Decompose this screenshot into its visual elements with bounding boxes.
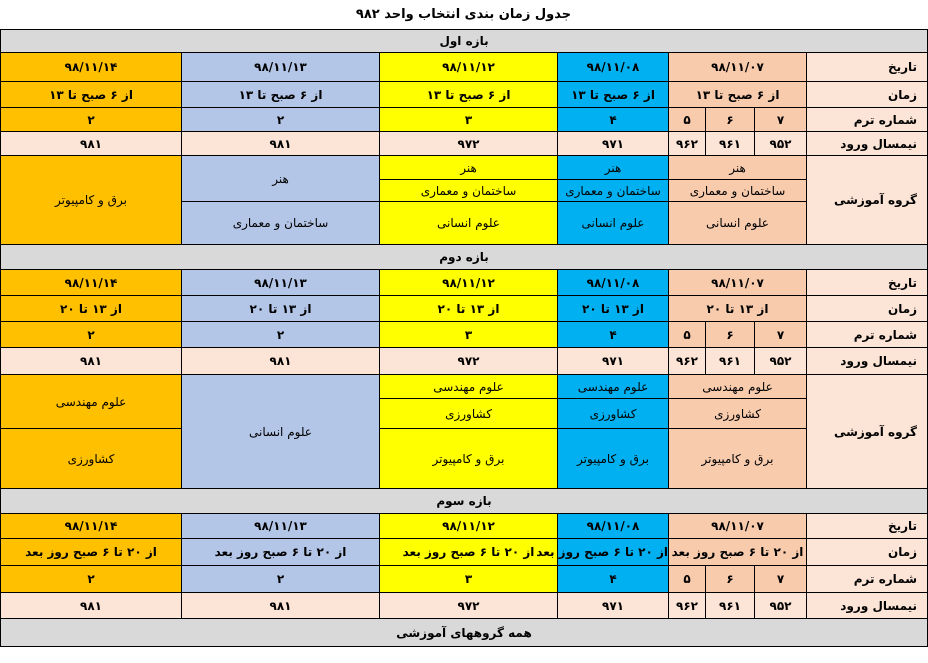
p1-term-7: ۷ (755, 108, 807, 132)
p2-group-col5-b: کشاورزی (1, 429, 182, 489)
p2-group-col4: علوم انسانی (182, 375, 380, 489)
p2-group-col2-a: علوم مهندسی (558, 375, 669, 399)
p2-date-2: ۹۸/۱۱/۰۸ (558, 270, 669, 296)
p2-entry-952: ۹۵۲ (755, 348, 807, 375)
p1-term-col5: ۲ (1, 108, 182, 132)
p3-all-groups: همه گروههای آموزشی (1, 619, 928, 647)
p1-date-5: ۹۸/۱۱/۱۴ (1, 53, 182, 82)
p2-term-col4: ۲ (182, 322, 380, 348)
p1-date-4: ۹۸/۱۱/۱۳ (182, 53, 380, 82)
schedule-table (0, 29, 928, 647)
p3-entry-952: ۹۵۲ (755, 593, 807, 619)
p2-group-label: گروه آموزشی (807, 375, 928, 489)
p2-term-col2: ۴ (558, 322, 669, 348)
p1-term-5: ۵ (669, 108, 706, 132)
p1-term-col3: ۳ (380, 108, 558, 132)
p3-time-1: از ۲۰ تا ۶ صبح روز بعد (669, 539, 807, 566)
p1-date-2: ۹۸/۱۱/۰۸ (558, 53, 669, 82)
p3-time-label: زمان (807, 539, 928, 566)
p1-time-5: از ۶ صبح تا ۱۳ (1, 82, 182, 108)
p2-term-col3: ۳ (380, 322, 558, 348)
p1-group-col4-b: ساختمان و معماری (182, 202, 380, 245)
p3-entry-962: ۹۶۲ (669, 593, 706, 619)
p2-time-1: از ۱۳ تا ۲۰ (669, 296, 807, 322)
p1-date-1: ۹۸/۱۱/۰۷ (669, 53, 807, 82)
p3-entry-label: نیمسال ورود (807, 593, 928, 619)
p1-term-col2: ۴ (558, 108, 669, 132)
p2-time-3: از ۱۳ تا ۲۰ (380, 296, 558, 322)
p2-time-4: از ۱۳ تا ۲۰ (182, 296, 380, 322)
p1-entry-952: ۹۵۲ (755, 132, 807, 156)
p1-time-4: از ۶ صبح تا ۱۳ (182, 82, 380, 108)
p3-entry-col3: ۹۷۲ (380, 593, 558, 619)
p1-entry-col5: ۹۸۱ (1, 132, 182, 156)
p1-group-col3-c: علوم انسانی (380, 202, 558, 245)
p2-group-col3-b: کشاورزی (380, 399, 558, 429)
p1-group-col3-b: ساختمان و معماری (380, 180, 558, 202)
p2-group-col1-a: علوم مهندسی (669, 375, 807, 399)
p2-entry-col2: ۹۷۱ (558, 348, 669, 375)
p2-date-4: ۹۸/۱۱/۱۳ (182, 270, 380, 296)
p3-date-2: ۹۸/۱۱/۰۸ (558, 514, 669, 539)
p2-group-col2-b: کشاورزی (558, 399, 669, 429)
p2-term-label: شماره ترم (807, 322, 928, 348)
p1-term-6: ۶ (706, 108, 755, 132)
p2-group-col1-b: کشاورزی (669, 399, 807, 429)
p3-term-col5: ۲ (1, 566, 182, 593)
p2-time-2: از ۱۳ تا ۲۰ (558, 296, 669, 322)
p1-entry-961: ۹۶۱ (706, 132, 755, 156)
p3-date-5: ۹۸/۱۱/۱۴ (1, 514, 182, 539)
p1-time-1: از ۶ صبح تا ۱۳ (669, 82, 807, 108)
p3-entry-col2: ۹۷۱ (558, 593, 669, 619)
p1-date-3: ۹۸/۱۱/۱۲ (380, 53, 558, 82)
p3-time-5: از ۲۰ تا ۶ صبح روز بعد (1, 539, 182, 566)
p1-group-col2-b: ساختمان و معماری (558, 180, 669, 202)
p1-term-label: شماره ترم (807, 108, 928, 132)
p3-date-3: ۹۸/۱۱/۱۲ (380, 514, 558, 539)
p3-entry-col4: ۹۸۱ (182, 593, 380, 619)
p1-group-label: گروه آموزشی (807, 156, 928, 245)
p2-group-col1-c: برق و کامپیوتر (669, 429, 807, 489)
p3-time-4: از ۲۰ تا ۶ صبح روز بعد (182, 539, 380, 566)
p2-entry-col4: ۹۸۱ (182, 348, 380, 375)
period-2-header: بازه دوم (1, 245, 928, 270)
p3-term-5: ۵ (669, 566, 706, 593)
p1-entry-962: ۹۶۲ (669, 132, 706, 156)
p2-date-label: تاریخ (807, 270, 928, 296)
p2-term-5: ۵ (669, 322, 706, 348)
p1-date-label: تاریخ (807, 53, 928, 82)
p3-entry-col5: ۹۸۱ (1, 593, 182, 619)
p1-entry-col2: ۹۷۱ (558, 132, 669, 156)
page-title: جدول زمان بندی انتخاب واحد ۹۸۲ (355, 7, 572, 22)
p2-entry-962: ۹۶۲ (669, 348, 706, 375)
p1-time-2: از ۶ صبح تا ۱۳ (558, 82, 669, 108)
p3-term-col2: ۴ (558, 566, 669, 593)
p2-term-7: ۷ (755, 322, 807, 348)
p1-group-col4-a: هنر (182, 156, 380, 202)
p2-group-col2-c: برق و کامپیوتر (558, 429, 669, 489)
p3-date-1: ۹۸/۱۱/۰۷ (669, 514, 807, 539)
p3-term-7: ۷ (755, 566, 807, 593)
p1-group-col1-b: ساختمان و معماری (669, 180, 807, 202)
p1-group-col2-c: علوم انسانی (558, 202, 669, 245)
p2-group-col3-a: علوم مهندسی (380, 375, 558, 399)
p1-group-col1-c: علوم انسانی (669, 202, 807, 245)
p2-term-6: ۶ (706, 322, 755, 348)
period-3-header: بازه سوم (1, 489, 928, 514)
period-1-header: بازه اول (1, 30, 928, 53)
p2-group-col5-a: علوم مهندسی (1, 375, 182, 429)
p2-date-1: ۹۸/۱۱/۰۷ (669, 270, 807, 296)
p1-entry-col4: ۹۸۱ (182, 132, 380, 156)
p3-date-4: ۹۸/۱۱/۱۳ (182, 514, 380, 539)
p2-entry-col5: ۹۸۱ (1, 348, 182, 375)
p1-group-col3-a: هنر (380, 156, 558, 180)
p2-date-5: ۹۸/۱۱/۱۴ (1, 270, 182, 296)
p1-time-3: از ۶ صبح تا ۱۳ (380, 82, 558, 108)
p3-term-6: ۶ (706, 566, 755, 593)
p3-time-2: از ۲۰ تا ۶ صبح روز بعد (558, 539, 669, 566)
p1-time-label: زمان (807, 82, 928, 108)
p1-term-col4: ۲ (182, 108, 380, 132)
p1-group-col2-a: هنر (558, 156, 669, 180)
p2-group-col3-c: برق و کامپیوتر (380, 429, 558, 489)
p2-entry-label: نیمسال ورود (807, 348, 928, 375)
p2-entry-col3: ۹۷۲ (380, 348, 558, 375)
p2-term-col5: ۲ (1, 322, 182, 348)
p1-entry-label: نیمسال ورود (807, 132, 928, 156)
p3-entry-961: ۹۶۱ (706, 593, 755, 619)
p2-time-5: از ۱۳ تا ۲۰ (1, 296, 182, 322)
p1-group-col1-a: هنر (669, 156, 807, 180)
p1-entry-col3: ۹۷۲ (380, 132, 558, 156)
p3-date-label: تاریخ (807, 514, 928, 539)
p3-term-col4: ۲ (182, 566, 380, 593)
p2-time-label: زمان (807, 296, 928, 322)
p3-term-col3: ۳ (380, 566, 558, 593)
p1-group-col5: برق و کامپیوتر (1, 156, 182, 245)
p3-term-label: شماره ترم (807, 566, 928, 593)
p3-time-3: از ۲۰ تا ۶ صبح روز بعد (380, 539, 558, 566)
p2-date-3: ۹۸/۱۱/۱۲ (380, 270, 558, 296)
p2-entry-961: ۹۶۱ (706, 348, 755, 375)
